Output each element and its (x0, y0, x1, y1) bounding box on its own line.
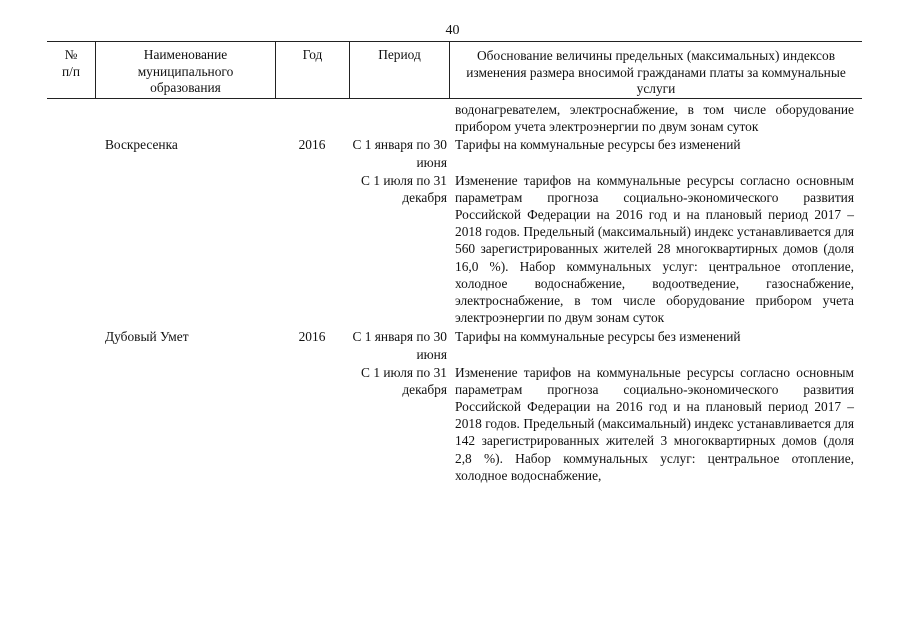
justification-second-half: Изменение тарифов на коммунальные ресурсы согласно основным параметрам прогноза социально-экономического развития Российской Федерации на 2016 год и на плановый период 2017 – 2018 годов. Предельный (максимальный) индекс устанавливается для 142 зарегистрированных жителей 3 многоквартирных домов (доля 2,8 %). Набор коммунальных услуг: центральное отопление, холодное водоснабжение, (455, 364, 854, 483)
justification-second-half: Изменение тарифов на коммунальные ресурсы согласно основным параметрам прогноза социально-экономического развития Российской Федерации на 2016 год и на плановый период 2017 – 2018 годов. Предельный (максимальный) индекс устанавливается для 560 зарегистрированных жителей 28 многоквартирных домов (доля 16,0 %). Набор коммунальных услуг: центральное отопление, холодное водоснабжение, водоотведение, газоснабжение, электроснабжение, в том числе оборудование прибором учета электроэнергии по двум зонам суток (455, 172, 854, 326)
row-number (47, 328, 95, 484)
header-year: Год (275, 42, 349, 98)
row-number (47, 136, 95, 326)
row-justification (449, 136, 862, 326)
header-number: № п/п (61, 47, 81, 79)
header-period: Период (349, 42, 449, 98)
tariff-table (47, 41, 862, 484)
period-first-half: С 1 января по 30 июня (352, 137, 447, 170)
table-row (47, 136, 862, 326)
municipality-name: Дубовый Умет (105, 329, 189, 345)
period-second-half: С 1 июля по 31 декабря (361, 364, 447, 398)
municipality-name: Воскресенка (105, 137, 178, 153)
continuation-text: водонагревателем, электроснабжение, в том числе оборудование прибором учета электроэнергии по двум зонам суток (455, 102, 854, 135)
table-row (47, 328, 862, 484)
period-second-half: С 1 июля по 31 декабря (361, 172, 447, 206)
table-header (47, 41, 862, 99)
row-justification (449, 328, 862, 484)
row-period (349, 328, 449, 484)
row-year: 2016 (298, 329, 326, 345)
header-justification: Обоснование величины предельных (максимальных) индексов изменения размера вносимой гражданами платы за коммунальные услуги (449, 42, 862, 98)
page-number: 40 (445, 23, 460, 38)
row-period (349, 136, 449, 326)
period-first-half: С 1 января по 30 июня (352, 329, 447, 362)
header-municipality: Наименование муниципального образования (95, 42, 275, 98)
justification-first-half: Тарифы на коммунальные ресурсы без изменений (455, 329, 741, 345)
row-year: 2016 (298, 137, 326, 153)
justification-first-half: Тарифы на коммунальные ресурсы без изменений (455, 137, 741, 153)
